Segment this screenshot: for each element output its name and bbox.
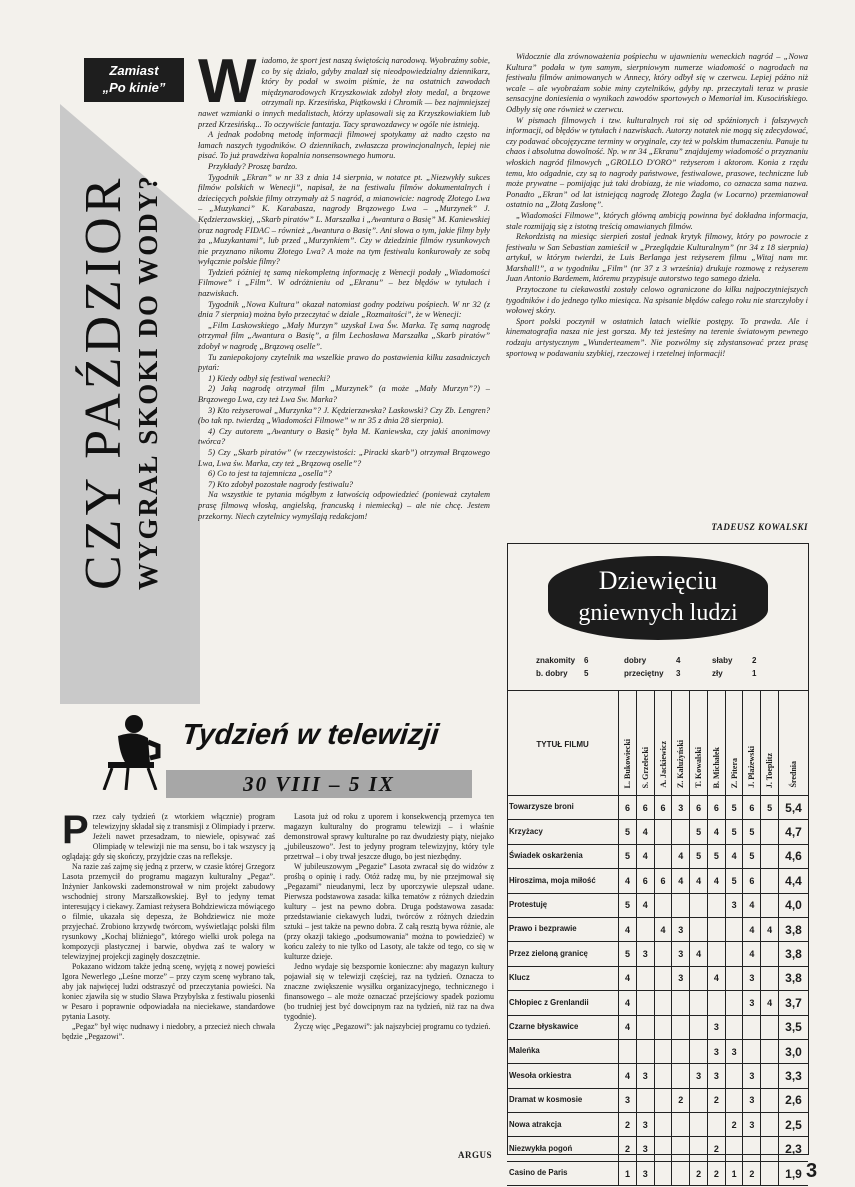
article-para-1: iadomo, że sport jest naszą świętością narodową. Wyobraźmy sobie, co by się działo, gdyby znalazł się nieodpowiedzialny dziennikarz, który by podał w swoim piśmie, że na ostatnich zawodach międzynarodowych Krzyszkowiak zdobył złoty medal, a brązowe otrzymali np. Krzesińska, Piątkowski i Chromik — bez najmniejszej nawet wzmianki o innych medalistach, którzy uplasowali się za Krzyszkowiakiem lub przed Krzesińską... To oczywiście fantazja. Tacy sprawozdawcy w ogóle nie istnieją. — [198, 56, 490, 129]
score-cell: 3 — [743, 991, 761, 1015]
sidebar-label-line1: Zamiast — [109, 63, 159, 78]
average-cell: 3,0 — [779, 1039, 808, 1063]
score-cell: 4 — [743, 942, 761, 966]
score-cell: 4 — [619, 966, 637, 990]
score-cell — [761, 942, 779, 966]
legend-value: 6 — [584, 656, 589, 665]
score-cell: 4 — [636, 893, 654, 917]
legend-label: słaby — [712, 656, 733, 665]
score-cell: 3 — [672, 966, 690, 990]
critic-header: L. Bukowiecki — [619, 691, 637, 796]
table-row — [507, 991, 808, 1015]
score-cell — [672, 991, 690, 1015]
score-cell: 4 — [619, 991, 637, 1015]
score-cell — [690, 1113, 708, 1137]
score-cell: 4 — [707, 820, 725, 844]
score-cell: 6 — [619, 796, 637, 820]
headline-main: CZY PAŹDZIOR — [75, 174, 132, 590]
score-cell — [743, 1137, 761, 1161]
film-title-cell: Hiroszima, moja miłość — [507, 869, 619, 893]
score-cell: 3 — [743, 966, 761, 990]
average-cell: 2,5 — [779, 1113, 808, 1137]
tv-para: W jubileuszowym „Pegazie” Lasota zwracał się do widzów z prośbą o opinię i rady. Otóż radzę mu, by nie przejmował się „Pegazami” nieudanymi, lecz by uporczywie ulepszał udane. Pierwsza podstawowa zasada: kilka tematów z różnych dziedzin kultury – jest na pewno dobra. Druga podstawowa zasada: przedstawianie ciekawych ludzi, twórców z różnych dziedzin sztuki – jest także na pewno dobra. Z całą resztą bywa różnie, ale (przy okazji takiego „podsumowania” można to powiedzieć) w końcu zależy to nie tylko od Lasoty, ale także od tego, co się w kulturze dzieje. — [284, 862, 494, 961]
critic-header: B. Michałek — [707, 691, 725, 796]
table-row — [507, 844, 808, 868]
score-cell: 4 — [743, 893, 761, 917]
table-row — [507, 942, 808, 966]
score-cell: 6 — [743, 869, 761, 893]
score-cell — [761, 1015, 779, 1039]
table-row — [507, 1137, 808, 1161]
score-cell — [761, 820, 779, 844]
score-cell — [761, 869, 779, 893]
film-title-cell: Krzyżacy — [507, 820, 619, 844]
ratings-title-line1: Dziewięciu — [598, 566, 718, 595]
score-cell — [672, 1161, 690, 1185]
article-para-9: Na wszystkie te pytania mógłbym z łatwością odpowiedzieć (ponieważ czytałem prasę filmową włoską, angielską, francuską i niemiecką) – ale nie chcę. Jestem przekorny. Niech czytelnicy wymyślają redakcjom! — [198, 490, 490, 521]
score-cell: 4 — [707, 869, 725, 893]
ratings-box — [507, 543, 809, 1181]
article-author: TADEUSZ KOWALSKI — [711, 522, 808, 532]
score-cell — [725, 991, 743, 1015]
score-cell: 3 — [672, 942, 690, 966]
score-cell — [654, 820, 672, 844]
average-cell: 3,8 — [779, 917, 808, 941]
score-cell: 4 — [619, 917, 637, 941]
score-cell — [761, 1039, 779, 1063]
film-title-cell: Towarzysze broni — [507, 796, 619, 820]
article-question: 3) Kto reżyserował „Murzynka”? J. Kędzierzawska? Laskowski? Czy Zb. Lengren? (bo tak np. twierdzą „Wiadomości Filmowe” w nr 35 z dnia 28 sierpnia). — [198, 405, 490, 426]
score-cell: 6 — [636, 869, 654, 893]
score-cell: 3 — [725, 1039, 743, 1063]
legend-value: 2 — [752, 656, 757, 665]
average-cell: 3,8 — [779, 942, 808, 966]
article-right-para-6: Sport polski poczynił w ostatnich latach wielkie postępy. To prawda. Ale i kinematografia nasza nie jest gorsza. My też jesteśmy na terenie światowym pewnego rodzaju artystycznym „Wunderteamem”. Nie pozwólmy się zdystansować przez prasę sportową w podawaniu szybkiej, rzeczowej i rzetelnej informacji! — [506, 316, 808, 358]
score-cell: 5 — [761, 796, 779, 820]
score-cell: 2 — [743, 1161, 761, 1185]
critic-header: T. Kowalski — [690, 691, 708, 796]
average-cell: 2,3 — [779, 1137, 808, 1161]
average-header: Średnia — [779, 691, 808, 796]
article-question: 4) Czy autorem „Awantury o Basię” była M. Kaniewska, czy jakiś anonimowy twórca? — [198, 426, 490, 447]
article-question: 5) Czy „Skarb piratów” (w rzeczywistości: „Piracki skarb”) otrzymał Brązowego Lwa, Lwa św. Marka, czy też „Brązową oselle”? — [198, 447, 490, 468]
tv-author: ARGUS — [457, 1150, 492, 1160]
article-right-column — [506, 52, 808, 524]
score-cell: 6 — [690, 796, 708, 820]
score-cell — [672, 1113, 690, 1137]
tv-para: Życzę więc „Pegazowi”: jak najszybciej programu co tydzień. — [294, 1022, 491, 1031]
legend-label: znakomity — [536, 656, 576, 665]
score-cell — [707, 942, 725, 966]
table-row — [507, 1113, 808, 1137]
score-cell: 5 — [743, 820, 761, 844]
film-title-cell: Klucz — [507, 966, 619, 990]
score-cell — [761, 1113, 779, 1137]
legend-label: zły — [712, 669, 723, 678]
legend-label: przeciętny — [624, 669, 664, 678]
score-cell — [761, 893, 779, 917]
score-cell — [654, 1137, 672, 1161]
table-row — [507, 869, 808, 893]
film-title-cell: Nowa atrakcja — [507, 1113, 619, 1137]
score-cell: 3 — [725, 893, 743, 917]
article-question: 2) Jaką nagrodę otrzymał film „Murzynek” (a może „Mały Murzyn”?) – Brązowego Lwa, czy też Lwa Sw. Marka? — [198, 384, 490, 404]
score-cell — [654, 1064, 672, 1088]
average-cell: 4,7 — [779, 820, 808, 844]
score-cell — [636, 1015, 654, 1039]
score-cell: 4 — [743, 917, 761, 941]
article-right-para-5: Przytoczone tu ciekawostki zostały celowo ograniczone do kilku najpoczytniejszych tygodników i do jednego tylko miesiąca. Na spisanie błędów całego roku nie starczyłoby i wołowej skóry. — [506, 285, 808, 316]
score-cell: 4 — [761, 917, 779, 941]
score-cell — [672, 820, 690, 844]
score-cell: 4 — [761, 991, 779, 1015]
article-right-para-4: Rekordzistą na miesiąc sierpień został jednak krytyk filmowy, który po powrocie z festiwalu w San Sebastian zamieścił w „Przeglądzie Kulturalnym” (nr 34 z 18 sierpnia) artykuł, w którym twierdzi, że Luis Berlanga jest reżyserem filmu „Witaj nam mr. Marshall!”, a w tygodniku „Film” (nr 37 z 3 września) drukuje rozmowę z reżyserem Juan Antonio Bardemem, któremu przypisuje autorstwo tego samego dzieła. — [506, 232, 808, 284]
score-cell — [690, 1039, 708, 1063]
critic-header: J. Płażewski — [743, 691, 761, 796]
film-title-cell: Prawo i bezprawie — [507, 917, 619, 941]
article-para-4: Tygodnik „Ekran” w nr 33 z dnia 14 sierpnia, w notatce pt. „Niezwykły sukces filmów polskich w Wenecji”, napisał, że na festiwalu filmów dokumentalnych i dziecięcych polskie filmy otrzymały aż 5 nagród, a mianowicie: nagrodę Złotego Lwa – „Muzykanci” K. Karabasza, nagrody Brązowego Lwa – „Murzynek” J. Kędzierzawskiej, „Skarb piratów” L. Marszałka i „Awantura o Basię” M. Kaniewskiej oraz nagrodę FIDAC – również „Awantura o Basię”. Ani słowa o tym, jakie filmy były za „Muzykantami”, lub przed „Murzynkiem”. Czy w dziedzinie filmów rysunkowych nie przyznano nikomu Złotego Lwa? A może na tym festiwalu konkurowały ze sobą wyłącznie polskie filmy? — [198, 172, 490, 267]
article-question: 6) Co to jest ta tajemnicza „osella”? — [208, 469, 332, 479]
score-cell — [654, 1113, 672, 1137]
score-cell — [654, 1088, 672, 1112]
score-cell: 1 — [619, 1161, 637, 1185]
table-row — [507, 1064, 808, 1088]
score-cell: 5 — [690, 844, 708, 868]
article-drop-cap: W — [198, 56, 257, 116]
legend-value: 5 — [584, 669, 589, 678]
ratings-table — [507, 690, 808, 1186]
score-cell — [636, 966, 654, 990]
score-cell: 3 — [743, 1088, 761, 1112]
score-cell — [707, 991, 725, 1015]
tv-para: Jedno wydaje się bezspornie konieczne: aby magazyn kultury pojawiał się w telewizji częściej, raz na tydzień. Oznacza to znaczne zwiększenie wysiłku organizacyjnego, technicznego i finansowego – ale może oznaczać przejściowy spadek poziomu (bo trudniej jest być dowcipnym raz na tydzień, niż raz na dwa tygodnie). — [284, 962, 494, 1021]
score-cell — [761, 966, 779, 990]
score-cell — [707, 1113, 725, 1137]
score-cell: 4 — [654, 917, 672, 941]
score-cell: 3 — [636, 1161, 654, 1185]
score-cell: 6 — [654, 869, 672, 893]
tv-para: Pokazano widzom także jedną scenę, wyjętą z nowej powieści Igora Newerlego „Leśne morze” – przy czym scenę wybrano tak, aby jak najwięcej ludzi odstraszyć od przeczytania powieści. Na koniec zjawiła się w studio Sława Przybylska z festiwalu piosenki w Pesaro i poprawnie odpowiadała na nieciekawe, standardowe pytania Lasoty. — [62, 962, 275, 1021]
average-cell: 3,5 — [779, 1015, 808, 1039]
score-cell — [690, 1088, 708, 1112]
film-title-cell: Protestuję — [507, 893, 619, 917]
score-cell: 3 — [672, 796, 690, 820]
score-cell — [619, 1039, 637, 1063]
score-cell: 4 — [619, 1015, 637, 1039]
legend-value: 3 — [676, 669, 681, 678]
score-cell — [654, 966, 672, 990]
score-cell: 3 — [636, 1137, 654, 1161]
table-row — [507, 917, 808, 941]
score-cell — [725, 917, 743, 941]
score-cell: 6 — [636, 796, 654, 820]
score-cell: 6 — [743, 796, 761, 820]
score-cell — [690, 966, 708, 990]
table-row — [507, 1015, 808, 1039]
article-right-para-2: W pismach filmowych i tzw. kulturalnych roi się od spóźnionych i fałszywych informacji, od błędów w tytułach i nazwiskach. Autorzy notatek nie mogą się zdecydować, czy podawać obcojęzyczne terminy w oryginale, czy też w polskim tłumaczeniu. Panuje tu chaos i absolutna dowolność. Np. w nr 34 „Ekranu” znajdujemy wiadomość o przyznaniu włoskich nagród filmowych „GROLLO D'ORO” reżyserom i aktorom. Konia z rzędu temu, kto odgadnie, czy są to nagrody państwowe, festiwalowe, prasowe, techniczne lub może prywatne – pomijając już taki drobiazg, że nie wiadomo, co oznacza sama nazwa. Ponadto „Ekran” od lat istniejącą nagrodę Złotego Żagla (w Locarno) przemianował ostatnio na „Złotą Zasłonę”. — [506, 115, 808, 210]
article-para-5: Tydzień później tę samą niekompletną informację z Wenecji podały „Wiadomości Filmowe” i „Film”. W odróżnieniu od „Ekranu” – bez błędów w tytułach i nazwiskach. — [198, 267, 490, 299]
score-cell — [654, 991, 672, 1015]
score-cell: 3 — [636, 1113, 654, 1137]
score-cell — [725, 1015, 743, 1039]
score-cell — [672, 1015, 690, 1039]
table-row — [507, 966, 808, 990]
legend-value: 4 — [676, 656, 681, 665]
article-para-2: A jednak podobną metodę informacji filmowej spotykamy aż nadto często na łamach naszych tygodników. O dziennikach, zwłaszcza prowincjonalnych, lepiej nie pisać. To już prawdziwa kopalnia nonsensownego humoru. — [198, 130, 490, 161]
score-cell — [690, 893, 708, 917]
article-right-para-1: Widocznie dla zrównoważenia pośpiechu w ujawnieniu weneckich nagród – „Nowa Kultura” podała w tym samym, sierpniowym numerze wiadomość o nagrodach na festiwalu filmów animowanych w Annecy, który odbył się w czerwcu. Lepiej późno niż wcale – ale wyobraźam sobie miny czytelników, gdyby np. przeczytali teraz w prasie sensacyjne doniesienia o wynikach zawodów sportowych o Memoriał im. Kusocińskiego. Odbyły się one również w czerwcu. — [506, 52, 808, 114]
table-row — [507, 893, 808, 917]
score-cell: 4 — [725, 844, 743, 868]
legend-label: b. dobry — [536, 669, 568, 678]
score-cell — [761, 1137, 779, 1161]
score-cell: 2 — [619, 1137, 637, 1161]
score-cell: 4 — [636, 820, 654, 844]
score-cell — [690, 991, 708, 1015]
score-cell — [690, 1015, 708, 1039]
tv-para: rzez cały tydzień (z wtorkiem włącznie) program telewizyjny składał się z transmisji z Olimpiady i przerw. Jeżeli nawet przesadzam, to niewiele, opisywać zaś Olimpiadę w telewizji nie ma sensu, bo i tak wszyscy ją oglądają: gdy się skończy, przyjdzie czas na refleksje. — [62, 812, 275, 861]
article-para-6: Tygodnik „Nowa Kultura” okazał natomiast godny podziwu pośpiech. W nr 32 (z dnia 7 sierpnia) można było przeczytać w dziale „Rozmaitości”, że w Wenecji: — [198, 299, 490, 320]
score-cell: 4 — [619, 869, 637, 893]
film-title-cell: Wesoła orkiestra — [507, 1064, 619, 1088]
score-cell — [636, 1039, 654, 1063]
score-cell — [725, 966, 743, 990]
average-cell: 4,6 — [779, 844, 808, 868]
score-cell: 6 — [654, 796, 672, 820]
score-cell: 5 — [707, 844, 725, 868]
score-cell: 5 — [619, 893, 637, 917]
film-title-cell: Maleńka — [507, 1039, 619, 1063]
score-cell: 1 — [725, 1161, 743, 1185]
average-cell: 5,4 — [779, 796, 808, 820]
score-cell — [672, 1137, 690, 1161]
tv-column-2 — [284, 812, 494, 1152]
ratings-title-line2: gniewnych ludzi — [578, 600, 738, 626]
score-cell: 5 — [725, 796, 743, 820]
legend-label: dobry — [624, 656, 647, 665]
headline-vertical — [76, 130, 186, 690]
score-cell: 2 — [690, 1161, 708, 1185]
tv-para: Na razie zaś zajmę się jedną z przerw, w czasie której Grzegorz Lasota przemycił do programu magazyn kulturalny „Pegaz”. Inżynier Jankowski zademonstrował w nim projekt zabudowy wschodniej strony Marszałkowskiej. Był to jedyny temat interesujący i ciekawy. Zamiast reżysera Bohdziewicza mówiącego o filmie, ukazała się depesza, że Bohdziewicz nie może przyjechać. Zrobiono krzywdę twórcom, wyświetlając polski film rysunkowy „Kochaj bliźniego”, którego wielki urok polega na kompozycji plastycznej i barwie, obydwa zaś te walory w telewizyjnej projekcji zaginęły doszczętnie. — [62, 862, 275, 961]
score-cell: 2 — [707, 1137, 725, 1161]
tv-dates-bar — [166, 770, 472, 798]
score-cell — [725, 1137, 743, 1161]
critic-header: J. Toeplitz — [761, 691, 779, 796]
score-cell: 3 — [672, 917, 690, 941]
film-title-header: TYTUŁ FILMU — [507, 691, 619, 796]
average-cell: 4,0 — [779, 893, 808, 917]
score-cell: 3 — [636, 942, 654, 966]
score-cell: 3 — [707, 1039, 725, 1063]
average-cell: 2,6 — [779, 1088, 808, 1112]
table-row — [507, 820, 808, 844]
tv-drop-cap: P — [62, 812, 89, 852]
score-cell — [707, 893, 725, 917]
score-cell: 4 — [690, 869, 708, 893]
score-cell: 2 — [707, 1161, 725, 1185]
article-middle-column — [198, 56, 490, 706]
score-cell — [636, 917, 654, 941]
page-number: 3 — [806, 1160, 818, 1182]
article-para-8: Tu zaniepokojony czytelnik ma wszelkie prawo do postawienia kilku zasadniczych pytań: — [198, 352, 490, 373]
tv-dates: 30 VIII – 5 IX — [243, 772, 395, 796]
sidebar-label-box — [84, 58, 184, 102]
tv-title: Tydzień w telewizji — [180, 719, 441, 751]
score-cell: 5 — [619, 942, 637, 966]
average-cell: 3,7 — [779, 991, 808, 1015]
score-cell: 3 — [707, 1064, 725, 1088]
average-cell: 4,4 — [779, 869, 808, 893]
score-cell — [654, 942, 672, 966]
score-cell: 4 — [690, 942, 708, 966]
table-row — [507, 1039, 808, 1063]
score-cell — [707, 917, 725, 941]
legend-value: 1 — [752, 669, 757, 678]
score-cell: 5 — [743, 844, 761, 868]
table-row — [507, 1088, 808, 1112]
score-cell: 3 — [743, 1064, 761, 1088]
tv-para: „Pegaz” był więc nudnawy i niedobry, a przecież niech chwała będzie „Pegazowi”. — [62, 1022, 275, 1041]
critic-header: Z. Pitera — [725, 691, 743, 796]
film-title-cell: Casino de Paris — [507, 1161, 619, 1185]
score-cell: 6 — [707, 796, 725, 820]
score-cell — [761, 1161, 779, 1185]
score-cell — [725, 1088, 743, 1112]
score-cell — [690, 917, 708, 941]
critic-header: Z. Kałużyński — [672, 691, 690, 796]
score-cell — [725, 1064, 743, 1088]
score-cell: 4 — [672, 869, 690, 893]
tv-column-1 — [62, 812, 275, 1172]
tv-viewer-silhouette-icon — [100, 712, 162, 790]
score-cell: 3 — [743, 1113, 761, 1137]
film-title-cell: Niezwykła pogoń — [507, 1137, 619, 1161]
score-cell — [672, 1064, 690, 1088]
article-question: 7) Kto zdobył pozostałe nagrody festiwalu? — [208, 479, 354, 489]
score-cell — [654, 1015, 672, 1039]
score-cell: 3 — [690, 1064, 708, 1088]
score-cell: 5 — [619, 844, 637, 868]
score-cell: 3 — [636, 1064, 654, 1088]
article-para-3: Przykłady? Proszę bardzo. — [208, 161, 298, 171]
score-cell: 5 — [619, 820, 637, 844]
table-row — [507, 796, 808, 820]
score-cell — [654, 1161, 672, 1185]
score-cell — [654, 844, 672, 868]
film-title-cell: Świadek oskarżenia — [507, 844, 619, 868]
score-cell: 2 — [725, 1113, 743, 1137]
film-title-cell: Dramat w kosmosie — [507, 1088, 619, 1112]
score-cell — [672, 893, 690, 917]
ratings-title-banner — [548, 556, 768, 640]
score-cell: 4 — [672, 844, 690, 868]
score-cell: 3 — [619, 1088, 637, 1112]
score-cell — [743, 1039, 761, 1063]
score-cell: 2 — [619, 1113, 637, 1137]
score-cell — [654, 893, 672, 917]
critic-header: S. Grzelecki — [636, 691, 654, 796]
score-cell — [761, 1088, 779, 1112]
film-title-cell: Czarne błyskawice — [507, 1015, 619, 1039]
ratings-legend — [536, 654, 798, 680]
tv-para: Lasota już od roku z uporem i konsekwencją przemyca ten magazyn kulturalny do programu telewizji – i właśnie demonstrował sprawy kulturalne po raz dwudziesty piąty, niejako „jubileuszowo”. Jest to jedyny program telewizyjny, który tyle przetrwał – i oby trwał jeszcze długo, bo jest niezbędny. — [284, 812, 494, 861]
score-cell — [725, 942, 743, 966]
score-cell: 5 — [690, 820, 708, 844]
score-cell: 3 — [707, 1015, 725, 1039]
critic-header: A. Jackiewicz — [654, 691, 672, 796]
film-title-cell: Przez zieloną granicę — [507, 942, 619, 966]
score-cell: 2 — [707, 1088, 725, 1112]
average-cell: 1,9 — [779, 1161, 808, 1185]
article-question: 1) Kiedy odbył się festiwal wenecki? — [208, 373, 331, 383]
score-cell — [743, 1015, 761, 1039]
score-cell — [761, 844, 779, 868]
headline-sub: WYGRAŁ SKOKI DO WODY? — [133, 174, 163, 590]
score-cell: 2 — [672, 1088, 690, 1112]
score-cell — [672, 1039, 690, 1063]
sidebar-label-line2: „Po kinie” — [102, 80, 166, 95]
article-right-para-3: „Wiadomości Filmowe”, których główną ambicją powinna być dokładna informacja, stale rozmijają się z istotną treścią omawianych filmów. — [506, 210, 808, 231]
score-cell — [636, 991, 654, 1015]
score-cell — [690, 1137, 708, 1161]
score-cell: 5 — [725, 820, 743, 844]
score-cell — [636, 1088, 654, 1112]
average-cell: 3,8 — [779, 966, 808, 990]
score-cell: 4 — [707, 966, 725, 990]
table-row — [507, 1161, 808, 1185]
ratings-header-row — [507, 691, 808, 796]
score-cell: 4 — [636, 844, 654, 868]
score-cell: 5 — [725, 869, 743, 893]
average-cell: 3,3 — [779, 1064, 808, 1088]
article-para-7: „Film Laskowskiego „Mały Murzyn” uzyskał Lwa Św. Marka. Tę samą nagrodę otrzymał film „Awantura o Basię”, a film Lechosława Marszałka „Skarb piratów” zdobył w nagrodę „Brązową oselle”. — [198, 320, 490, 352]
score-cell — [654, 1039, 672, 1063]
score-cell: 4 — [619, 1064, 637, 1088]
film-title-cell: Chłopiec z Grenlandii — [507, 991, 619, 1015]
score-cell — [761, 1064, 779, 1088]
